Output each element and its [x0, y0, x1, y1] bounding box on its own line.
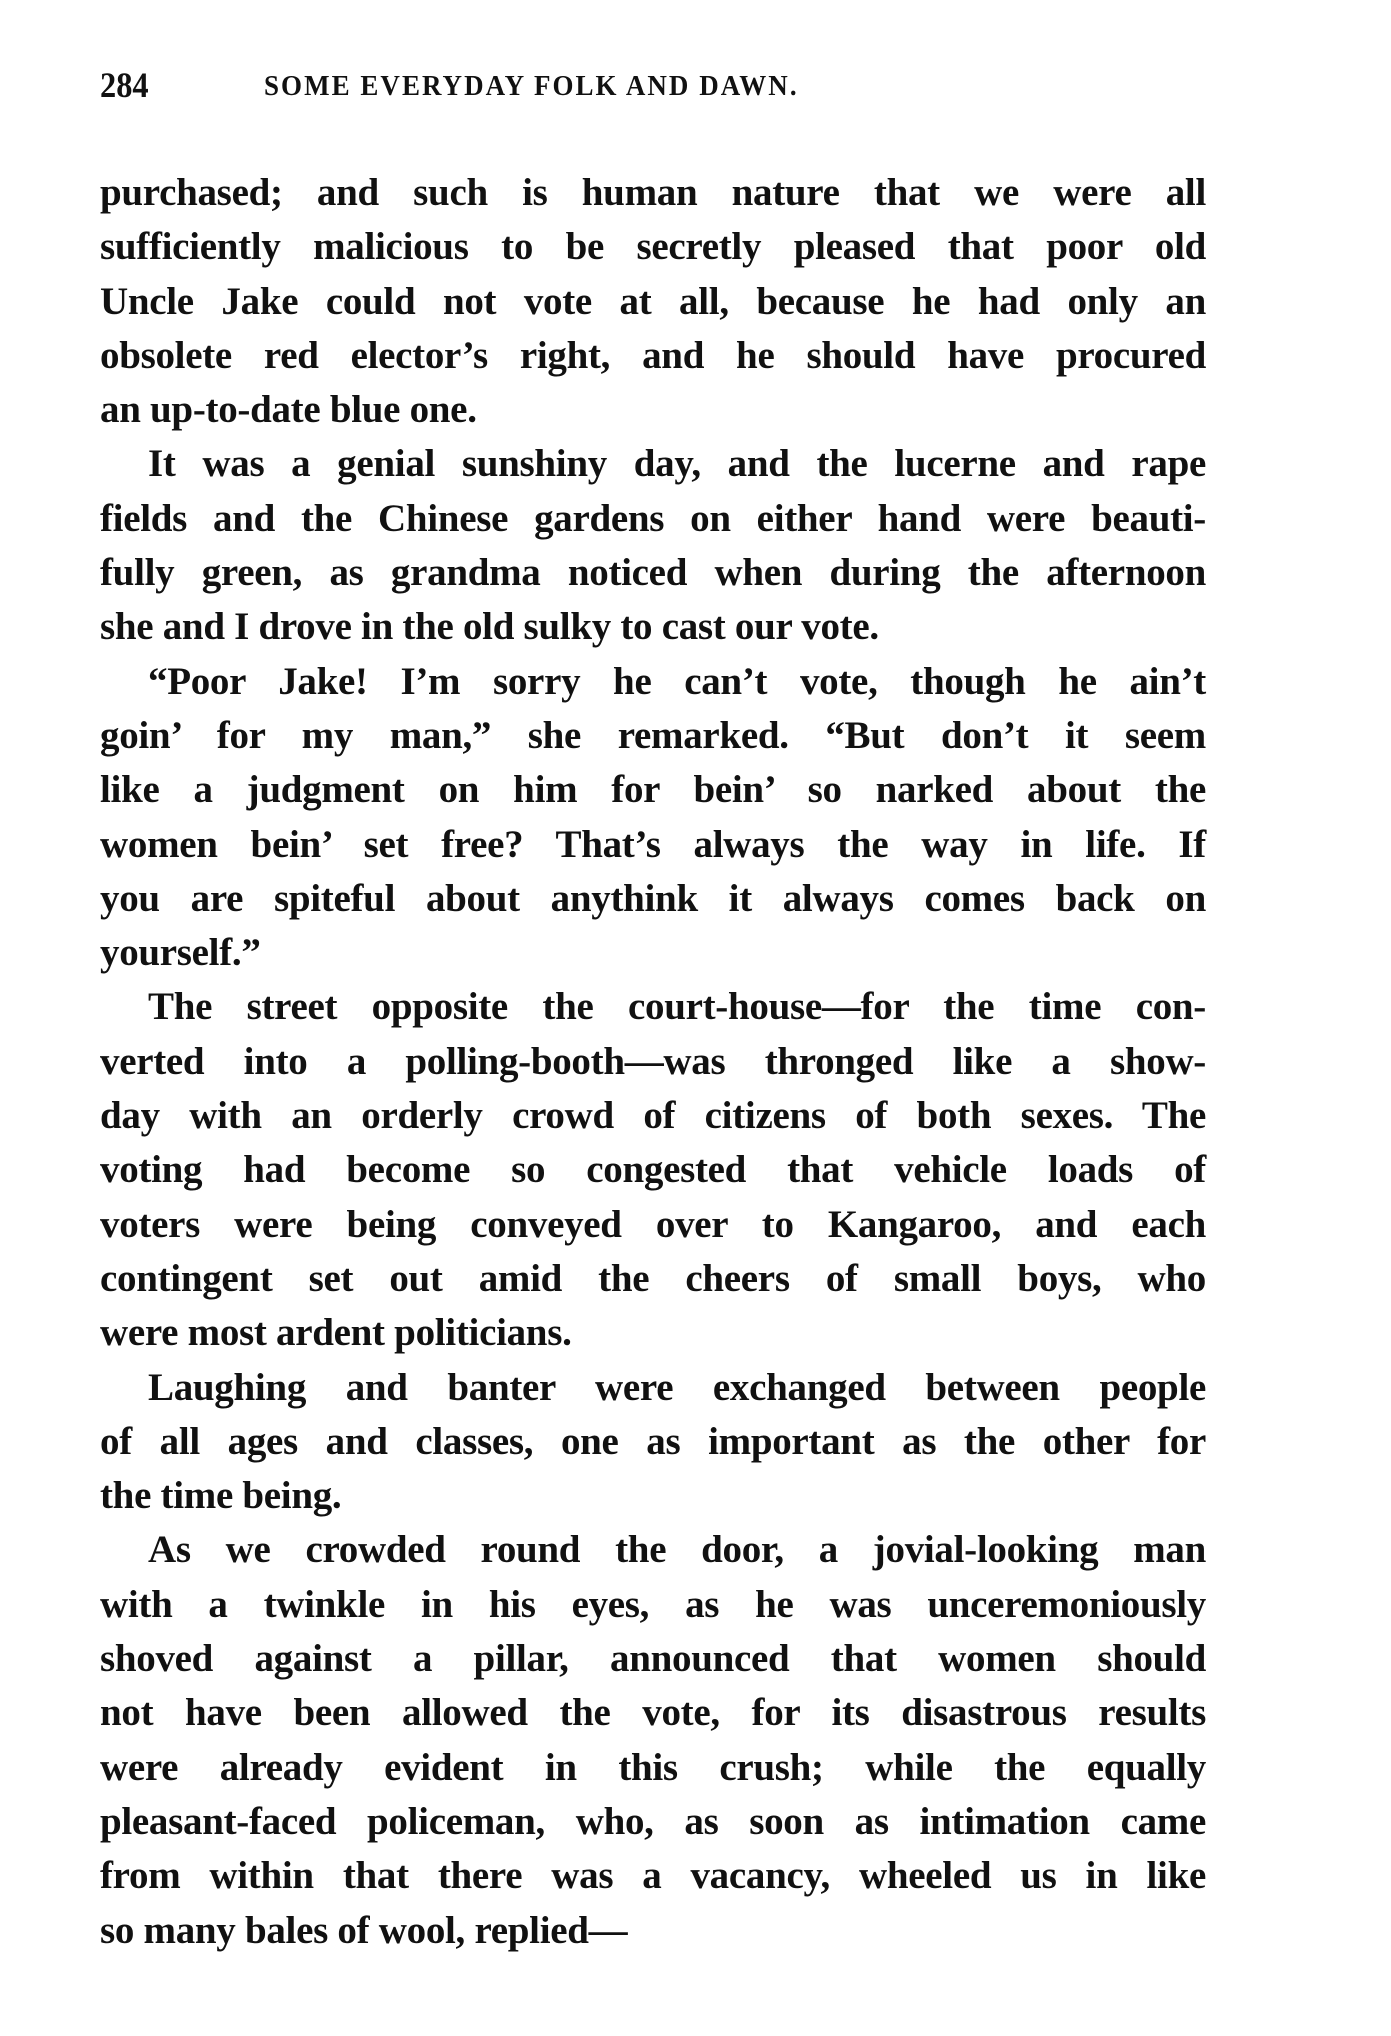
- text-line: you are spiteful about anythink it always comes back on: [100, 876, 1206, 920]
- running-header: [100, 64, 1210, 104]
- text-line: contingent set out amid the cheers of small boys, who: [100, 1256, 1206, 1300]
- text-line: goin’ for my man,” she remarked. “But don’t it seem: [100, 713, 1206, 757]
- text-line: voting had become so congested that vehicle loads of: [100, 1148, 1206, 1192]
- text-line: of all ages and classes, one as important as the other for: [100, 1419, 1206, 1463]
- text-line: Laughing and banter were exchanged between people: [148, 1365, 1206, 1409]
- text-line: “Poor Jake! I’m sorry he can’t vote, though he ain’t: [148, 659, 1206, 703]
- text-line: obsolete red elector’s right, and he should have procured: [100, 333, 1206, 377]
- text-line: As we crowded round the door, a jovial-looking man: [148, 1528, 1206, 1572]
- text-line: not have been allowed the vote, for its disastrous results: [100, 1691, 1206, 1735]
- text-line: she and I drove in the old sulky to cast our vote.: [100, 605, 879, 649]
- text-line: fields and the Chinese gardens on either hand were beauti-: [100, 496, 1206, 540]
- paragraph: [100, 980, 1206, 1360]
- paragraph: [100, 437, 1206, 654]
- paragraph: [100, 655, 1206, 981]
- text-line: were already evident in this crush; while the equally: [100, 1745, 1206, 1789]
- text-line: pleasant-faced policeman, who, as soon as intimation came: [100, 1799, 1206, 1843]
- text-line: purchased; and such is human nature that we were all: [100, 171, 1206, 214]
- text-line: voters were being conveyed over to Kangaroo, and each: [100, 1202, 1206, 1246]
- paragraph: [100, 1523, 1206, 1957]
- text-line: an up-to-date blue one.: [100, 388, 477, 432]
- paragraph: [100, 1361, 1206, 1524]
- running-title: SOME EVERYDAY FOLK AND DAWN.: [264, 70, 799, 102]
- text-line: were most ardent politicians.: [100, 1311, 572, 1355]
- text-line: like a judgment on him for bein’ so narked about the: [100, 768, 1206, 812]
- body-text: [100, 166, 1206, 1958]
- text-line: fully green, as grandma noticed when during the afternoon: [100, 551, 1206, 595]
- text-line: with a twinkle in his eyes, as he was unceremoniously: [100, 1582, 1206, 1626]
- text-line: day with an orderly crowd of citizens of both sexes. The: [100, 1094, 1206, 1138]
- paragraph: [100, 166, 1206, 437]
- text-line: the time being.: [100, 1474, 342, 1518]
- text-line: The street opposite the court-house—for the time con-: [148, 985, 1206, 1029]
- text-line: from within that there was a vacancy, wheeled us in like: [100, 1854, 1206, 1898]
- text-line: Uncle Jake could not vote at all, because he had only an: [100, 279, 1206, 323]
- text-line: so many bales of wool, replied—: [100, 1908, 628, 1952]
- text-line: verted into a polling-booth—was thronged like a show-: [100, 1039, 1206, 1083]
- page-number: 284: [100, 65, 149, 105]
- text-line: sufficiently malicious to be secretly pleased that poor old: [100, 225, 1206, 269]
- text-line: yourself.”: [100, 931, 261, 975]
- text-line: shoved against a pillar, announced that women should: [100, 1637, 1206, 1681]
- text-line: women bein’ set free? That’s always the way in life. If: [100, 822, 1206, 866]
- text-line: It was a genial sunshiny day, and the lucerne and rape: [148, 442, 1206, 486]
